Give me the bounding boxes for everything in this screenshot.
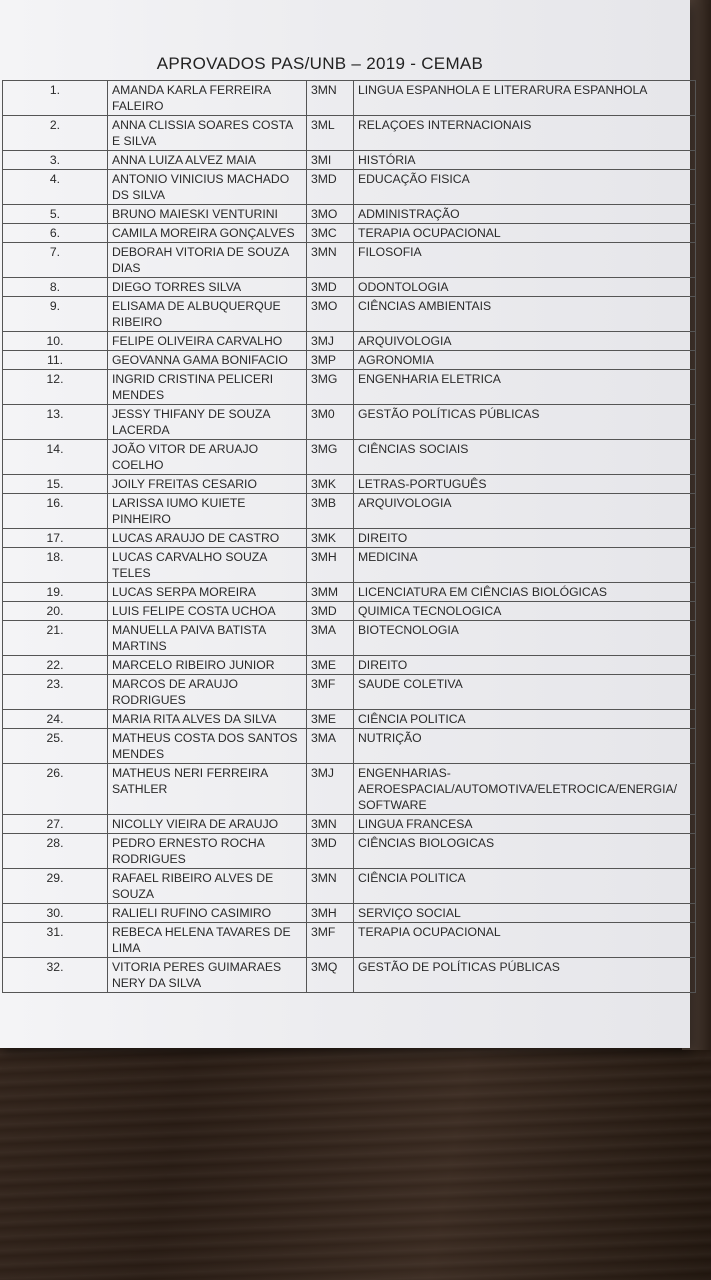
table-row — [3, 81, 696, 116]
course-name: RELAÇOES INTERNACIONAIS — [354, 116, 696, 151]
course-name: DIREITO — [354, 656, 696, 675]
table-row — [3, 656, 696, 675]
class-code: 3MJ — [307, 764, 354, 815]
table-surface — [0, 1040, 711, 1280]
course-name: MEDICINA — [354, 548, 696, 583]
course-name: GESTÃO DE POLÍTICAS PÚBLICAS — [354, 958, 696, 993]
student-name: DIEGO TORRES SILVA — [108, 278, 307, 297]
table-row — [3, 243, 696, 278]
class-code: 3MC — [307, 224, 354, 243]
class-code: 3MN — [307, 815, 354, 834]
row-number: 30. — [3, 904, 108, 923]
row-number: 14. — [3, 440, 108, 475]
course-name: EDUCAÇÃO FISICA — [354, 170, 696, 205]
table-row — [3, 116, 696, 151]
table-row — [3, 494, 696, 529]
course-name: CIÊNCIAS AMBIENTAIS — [354, 297, 696, 332]
course-name: ADMINISTRAÇÃO — [354, 205, 696, 224]
student-name: JESSY THIFANY DE SOUZA LACERDA — [108, 405, 307, 440]
table-row — [3, 205, 696, 224]
row-number: 31. — [3, 923, 108, 958]
student-name: JOILY FREITAS CESARIO — [108, 475, 307, 494]
student-name: MARCOS DE ARAUJO RODRIGUES — [108, 675, 307, 710]
row-number: 24. — [3, 710, 108, 729]
document-title: APROVADOS PAS/UNB – 2019 - CEMAB — [156, 54, 484, 73]
table-row — [3, 621, 696, 656]
class-code: 3MO — [307, 297, 354, 332]
class-code: 3MA — [307, 729, 354, 764]
course-name: CIÊNCIA POLITICA — [354, 710, 696, 729]
table-row — [3, 351, 696, 370]
course-name: DIREITO — [354, 529, 696, 548]
student-name: DEBORAH VITORIA DE SOUZA DIAS — [108, 243, 307, 278]
student-name: ANNA CLISSIA SOARES COSTA E SILVA — [108, 116, 307, 151]
student-name: CAMILA MOREIRA GONÇALVES — [108, 224, 307, 243]
row-number: 21. — [3, 621, 108, 656]
row-number: 6. — [3, 224, 108, 243]
course-name: NUTRIÇÃO — [354, 729, 696, 764]
student-name: MARIA RITA ALVES DA SILVA — [108, 710, 307, 729]
student-name: REBECA HELENA TAVARES DE LIMA — [108, 923, 307, 958]
student-name: AMANDA KARLA FERREIRA FALEIRO — [108, 81, 307, 116]
student-name: MATHEUS NERI FERREIRA SATHLER — [108, 764, 307, 815]
row-number: 26. — [3, 764, 108, 815]
course-name: CIÊNCIAS SOCIAIS — [354, 440, 696, 475]
table-row — [3, 151, 696, 170]
table-row — [3, 923, 696, 958]
course-name: LINGUA ESPANHOLA E LITERARURA ESPANHOLA — [354, 81, 696, 116]
class-code: 3MB — [307, 494, 354, 529]
course-name: LETRAS-PORTUGUÊS — [354, 475, 696, 494]
student-name: GEOVANNA GAMA BONIFACIO — [108, 351, 307, 370]
row-number: 18. — [3, 548, 108, 583]
class-code: 3MD — [307, 602, 354, 621]
course-name: SAUDE COLETIVA — [354, 675, 696, 710]
class-code: 3MD — [307, 834, 354, 869]
row-number: 7. — [3, 243, 108, 278]
class-code: 3ML — [307, 116, 354, 151]
table-row — [3, 710, 696, 729]
table-row — [3, 583, 696, 602]
class-code: 3MN — [307, 869, 354, 904]
student-name: LARISSA IUMO KUIETE PINHEIRO — [108, 494, 307, 529]
student-name: LUCAS SERPA MOREIRA — [108, 583, 307, 602]
row-number: 17. — [3, 529, 108, 548]
row-number: 10. — [3, 332, 108, 351]
course-name: LICENCIATURA EM CIÊNCIAS BIOLÓGICAS — [354, 583, 696, 602]
student-name: FELIPE OLIVEIRA CARVALHO — [108, 332, 307, 351]
row-number: 4. — [3, 170, 108, 205]
row-number: 23. — [3, 675, 108, 710]
row-number: 16. — [3, 494, 108, 529]
row-number: 8. — [3, 278, 108, 297]
table-row — [3, 958, 696, 993]
class-code: 3MG — [307, 370, 354, 405]
student-name: MANUELLA PAIVA BATISTA MARTINS — [108, 621, 307, 656]
row-number: 32. — [3, 958, 108, 993]
course-name: CIÊNCIA POLITICA — [354, 869, 696, 904]
class-code: 3MD — [307, 278, 354, 297]
row-number: 27. — [3, 815, 108, 834]
table-row — [3, 332, 696, 351]
course-name: FILOSOFIA — [354, 243, 696, 278]
table-row — [3, 297, 696, 332]
student-name: RAFAEL RIBEIRO ALVES DE SOUZA — [108, 869, 307, 904]
row-number: 3. — [3, 151, 108, 170]
table-row — [3, 729, 696, 764]
class-code: 3MA — [307, 621, 354, 656]
class-code: 3M0 — [307, 405, 354, 440]
course-name: HISTÓRIA — [354, 151, 696, 170]
student-name: JOÃO VITOR DE ARUAJO COELHO — [108, 440, 307, 475]
table-row — [3, 764, 696, 815]
student-name: MATHEUS COSTA DOS SANTOS MENDES — [108, 729, 307, 764]
class-code: 3MI — [307, 151, 354, 170]
student-name: INGRID CRISTINA PELICERI MENDES — [108, 370, 307, 405]
class-code: 3MN — [307, 81, 354, 116]
student-name: BRUNO MAIESKI VENTURINI — [108, 205, 307, 224]
student-name: LUCAS CARVALHO SOUZA TELES — [108, 548, 307, 583]
row-number: 5. — [3, 205, 108, 224]
class-code: 3ME — [307, 656, 354, 675]
course-name: LINGUA FRANCESA — [354, 815, 696, 834]
class-code: 3MQ — [307, 958, 354, 993]
course-name: SERVIÇO SOCIAL — [354, 904, 696, 923]
table-row — [3, 370, 696, 405]
class-code: 3MK — [307, 529, 354, 548]
course-name: ODONTOLOGIA — [354, 278, 696, 297]
class-code: 3MF — [307, 675, 354, 710]
table-row — [3, 834, 696, 869]
class-code: 3ME — [307, 710, 354, 729]
course-name: ENGENHARIA ELETRICA — [354, 370, 696, 405]
class-code: 3MH — [307, 904, 354, 923]
course-name: ENGENHARIAS-AEROESPACIAL/AUTOMOTIVA/ELETROCICA/ENERGIA/ SOFTWARE — [354, 764, 696, 815]
table-row — [3, 815, 696, 834]
table-row — [3, 278, 696, 297]
course-name: GESTÃO POLÍTICAS PÚBLICAS — [354, 405, 696, 440]
row-number: 29. — [3, 869, 108, 904]
row-number: 28. — [3, 834, 108, 869]
course-name: CIÊNCIAS BIOLOGICAS — [354, 834, 696, 869]
class-code: 3MP — [307, 351, 354, 370]
course-name: ARQUIVOLOGIA — [354, 494, 696, 529]
table-row — [3, 224, 696, 243]
table-row — [3, 602, 696, 621]
row-number: 11. — [3, 351, 108, 370]
student-name: PEDRO ERNESTO ROCHA RODRIGUES — [108, 834, 307, 869]
class-code: 3MK — [307, 475, 354, 494]
student-name: RALIELI RUFINO CASIMIRO — [108, 904, 307, 923]
row-number: 20. — [3, 602, 108, 621]
row-number: 15. — [3, 475, 108, 494]
row-number: 19. — [3, 583, 108, 602]
table-row — [3, 529, 696, 548]
class-code: 3MO — [307, 205, 354, 224]
table-row — [3, 675, 696, 710]
student-name: MARCELO RIBEIRO JUNIOR — [108, 656, 307, 675]
table-row — [3, 405, 696, 440]
class-code: 3MD — [307, 170, 354, 205]
student-name: LUIS FELIPE COSTA UCHOA — [108, 602, 307, 621]
class-code: 3MF — [307, 923, 354, 958]
student-name: ANNA LUIZA ALVEZ MAIA — [108, 151, 307, 170]
table-row — [3, 548, 696, 583]
table-row — [3, 904, 696, 923]
course-name: AGRONOMIA — [354, 351, 696, 370]
student-name: ANTONIO VINICIUS MACHADO DS SILVA — [108, 170, 307, 205]
row-number: 13. — [3, 405, 108, 440]
row-number: 9. — [3, 297, 108, 332]
row-number: 25. — [3, 729, 108, 764]
class-code: 3MH — [307, 548, 354, 583]
row-number: 2. — [3, 116, 108, 151]
class-code: 3MN — [307, 243, 354, 278]
class-code: 3MM — [307, 583, 354, 602]
course-name: ARQUIVOLOGIA — [354, 332, 696, 351]
student-name: VITORIA PERES GUIMARAES NERY DA SILVA — [108, 958, 307, 993]
course-name: TERAPIA OCUPACIONAL — [354, 923, 696, 958]
table-row — [3, 869, 696, 904]
course-name: QUIMICA TECNOLOGICA — [354, 602, 696, 621]
class-code: 3MG — [307, 440, 354, 475]
approved-students-table — [2, 80, 696, 993]
course-name: TERAPIA OCUPACIONAL — [354, 224, 696, 243]
class-code: 3MJ — [307, 332, 354, 351]
row-number: 22. — [3, 656, 108, 675]
row-number: 12. — [3, 370, 108, 405]
row-number: 1. — [3, 81, 108, 116]
table-row — [3, 440, 696, 475]
student-name: LUCAS ARAUJO DE CASTRO — [108, 529, 307, 548]
student-name: NICOLLY VIEIRA DE ARAUJO — [108, 815, 307, 834]
table-row — [3, 475, 696, 494]
student-name: ELISAMA DE ALBUQUERQUE RIBEIRO — [108, 297, 307, 332]
table-row — [3, 170, 696, 205]
course-name: BIOTECNOLOGIA — [354, 621, 696, 656]
